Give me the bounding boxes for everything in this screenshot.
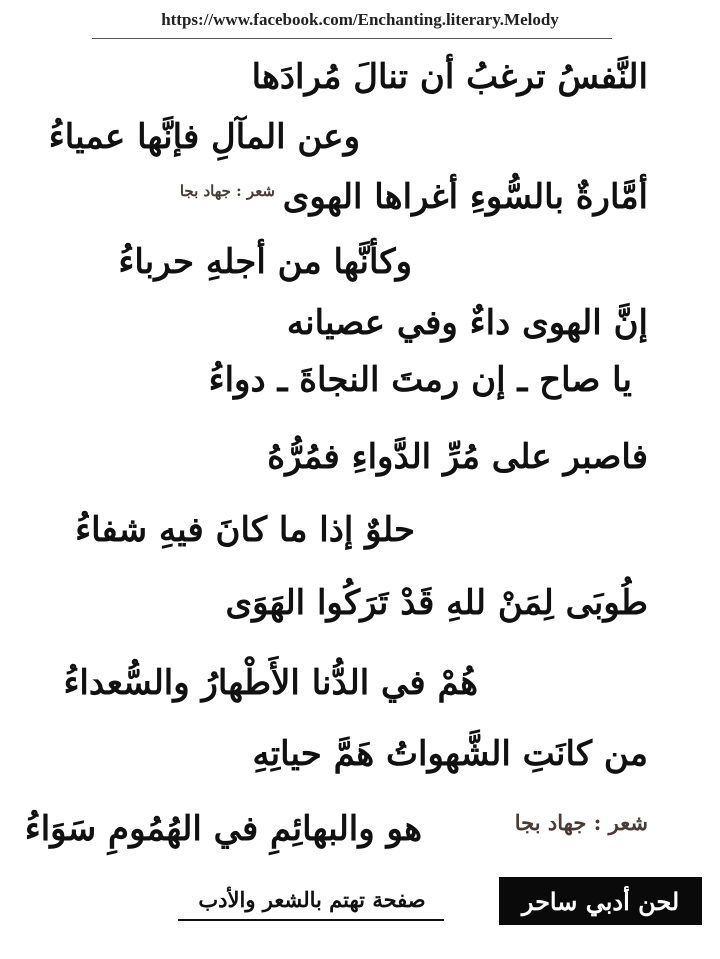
poet-credit-upper: شعر : جهاد بجا bbox=[179, 182, 275, 200]
page-name-badge: لحن أدبي ساحر bbox=[499, 877, 702, 925]
header-divider bbox=[92, 38, 612, 39]
facebook-page-url: https://www.facebook.com/Enchanting.literary.Melody bbox=[161, 10, 559, 29]
verse-line-9: طُوبَى لِمَنْ للهِ قَدْ تَرَكُوا الهَوَى bbox=[225, 583, 648, 623]
verse-line-12: هو والبهائِمِ في الهُمُومِ سَوَاءُ bbox=[24, 809, 422, 849]
verse-line-2: وعن المآلِ فإنَّها عمياءُ bbox=[48, 117, 360, 157]
verse-line-1: النَّفسُ ترغبُ أن تنالَ مُرادَها bbox=[251, 57, 648, 97]
verse-line-3: أمَّارةٌ بالسُّوءِ أغراها الهوى bbox=[282, 177, 648, 217]
verse-line-5: إنَّ الهوى داءٌ وفي عصيانه bbox=[286, 303, 648, 343]
verse-line-8: حلوٌ إذا ما كانَ فيهِ شفاءُ bbox=[75, 510, 415, 550]
verse-line-4: وكأنَّها من أجلهِ حرباءُ bbox=[118, 242, 412, 282]
poet-credit-lower: شعر : جهاد بجا bbox=[514, 810, 648, 835]
verse-line-7: فاصبر على مُرِّ الدَّواءِ فمُرُّهُ bbox=[267, 437, 648, 477]
page-tagline: صفحة تهتم بالشعر والأدب bbox=[198, 887, 426, 912]
verse-line-6: يا صاح ـ إن رمتَ النجاةَ ـ دواءُ bbox=[208, 360, 632, 400]
tagline-underline bbox=[178, 919, 444, 921]
verse-line-11: من كانَتِ الشَّهواتُ هَمَّ حياتِهِ bbox=[252, 734, 648, 774]
verse-line-10: هُمْ في الدُّنا الأَطْهارُ والسُّعداءُ bbox=[63, 663, 478, 703]
